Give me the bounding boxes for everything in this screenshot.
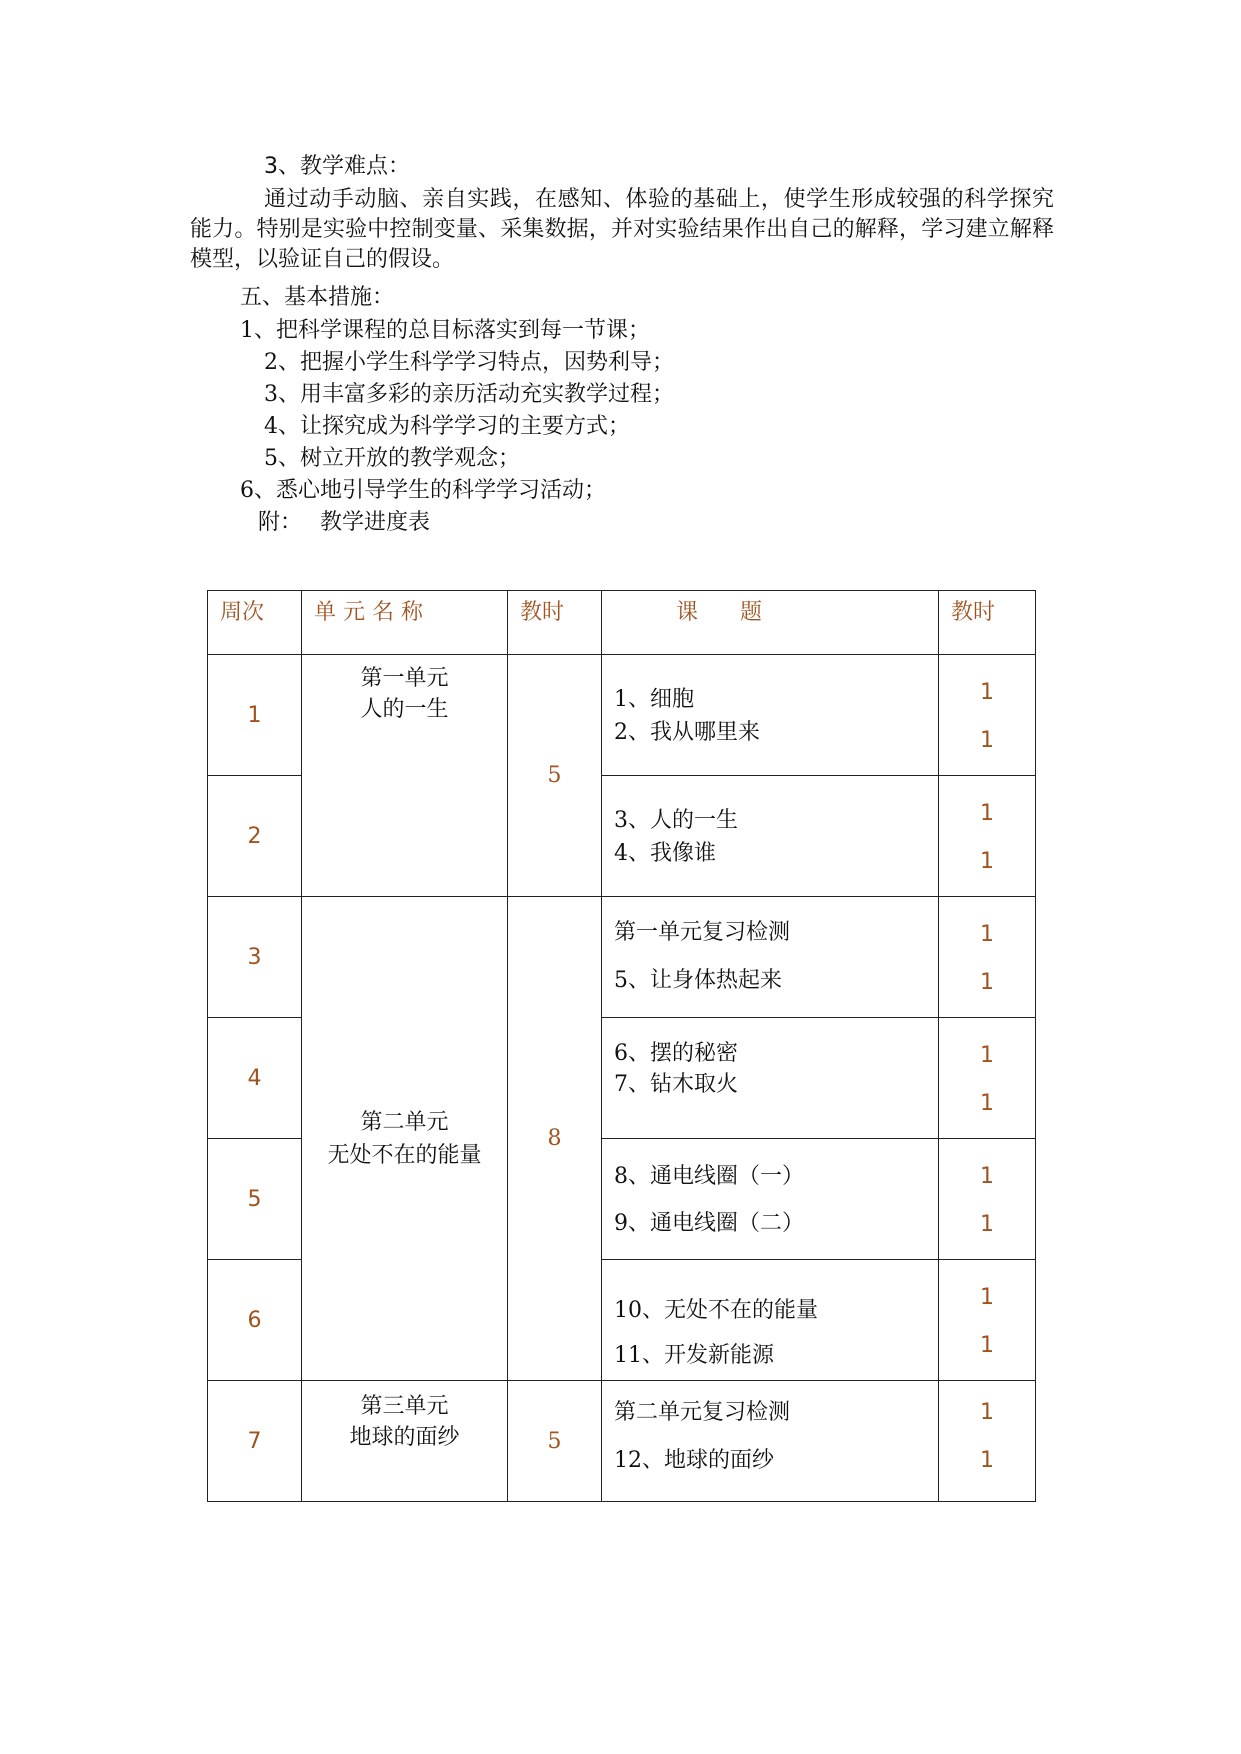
- lesson-cell: [602, 776, 939, 897]
- unit-hours: 8: [508, 897, 602, 1381]
- table-row: [208, 655, 1036, 776]
- lesson-cell: [602, 1260, 939, 1381]
- lesson-cell: [602, 655, 939, 776]
- unit-title: 地球的面纱: [349, 1425, 460, 1450]
- week-number: 7: [208, 1381, 302, 1502]
- lesson-hours: 1: [980, 801, 994, 826]
- schedule-table: [207, 590, 1036, 1502]
- measure-item: 6、悉心地引导学生的科学学习活动；: [240, 478, 606, 503]
- lesson-title: 9、通电线圈（二）: [614, 1211, 804, 1236]
- lesson-hours-cell: [939, 1381, 1036, 1502]
- lesson-hours: 1: [980, 1448, 994, 1473]
- lesson-cell: [602, 897, 939, 1018]
- lesson-title: 2、我从哪里来: [614, 720, 760, 745]
- lesson-hours: 1: [980, 970, 994, 995]
- lesson-title: 11、开发新能源: [614, 1343, 774, 1368]
- table-row: [208, 897, 1036, 1018]
- section5-heading: 五、基本措施：: [240, 285, 395, 310]
- appendix-label: 附：: [258, 510, 303, 535]
- section3-paragraph: [190, 185, 1054, 275]
- header-unit-name: 单 元 名 称: [302, 591, 508, 655]
- lesson-title: 第一单元复习检测: [614, 920, 791, 945]
- week-number: 3: [208, 897, 302, 1018]
- lesson-title: 1、细胞: [614, 687, 694, 712]
- unit-title: 人的一生: [360, 697, 449, 722]
- header-lesson: 课 题: [602, 591, 939, 655]
- unit-label: 第三单元: [360, 1394, 449, 1419]
- lesson-title: 5、让身体热起来: [614, 968, 782, 993]
- lesson-hours: 1: [980, 922, 994, 947]
- lesson-title: 7、钻木取火: [614, 1072, 738, 1097]
- lesson-hours-cell: [939, 1139, 1036, 1260]
- lesson-hours: 1: [980, 1043, 994, 1068]
- lesson-cell: [602, 1139, 939, 1260]
- measure-item: 3、用丰富多彩的亲历活动充实教学过程；: [264, 382, 674, 407]
- week-number: 1: [208, 655, 302, 776]
- lesson-hours-cell: [939, 776, 1036, 897]
- measure-item: 2、把握小学生科学学习特点，因势利导；: [264, 350, 674, 375]
- unit-name-cell: [302, 1381, 508, 1502]
- lesson-hours-cell: [939, 1018, 1036, 1139]
- lesson-hours: 1: [980, 680, 994, 705]
- week-number: 6: [208, 1260, 302, 1381]
- lesson-title: 10、无处不在的能量: [614, 1298, 818, 1323]
- unit-label: 第一单元: [360, 666, 449, 691]
- header-unit-hours: 教时: [508, 591, 602, 655]
- lesson-hours: 1: [980, 849, 994, 874]
- lesson-title: 3、人的一生: [614, 808, 738, 833]
- unit-hours: 5: [508, 1381, 602, 1502]
- lesson-title: 12、地球的面纱: [614, 1448, 774, 1473]
- week-number: 2: [208, 776, 302, 897]
- lesson-hours: 1: [980, 1333, 994, 1358]
- lesson-title: 8、通电线圈（一）: [614, 1164, 804, 1189]
- lesson-hours: 1: [980, 728, 994, 753]
- lesson-hours: 1: [980, 1091, 994, 1116]
- measure-item: 4、让探究成为科学学习的主要方式；: [264, 414, 630, 439]
- unit-name-cell: [302, 655, 508, 897]
- week-number: 4: [208, 1018, 302, 1139]
- lesson-hours-cell: [939, 1260, 1036, 1381]
- unit-name-cell: [302, 897, 508, 1381]
- header-lesson-hours: 教时: [939, 591, 1036, 655]
- lesson-title: 4、我像谁: [614, 841, 716, 866]
- table-header-row: [208, 591, 1036, 655]
- unit-hours: 5: [508, 655, 602, 897]
- unit-title: 无处不在的能量: [327, 1142, 482, 1168]
- section3-heading: 3、教学难点：: [264, 154, 410, 179]
- measure-item: 1、把科学课程的总目标落实到每一节课；: [240, 318, 650, 343]
- lesson-hours: 1: [980, 1285, 994, 1310]
- lesson-hours-cell: [939, 655, 1036, 776]
- unit-label: 第二单元: [360, 1109, 449, 1135]
- appendix-title: 教学进度表: [320, 510, 431, 535]
- week-number: 5: [208, 1139, 302, 1260]
- lesson-cell: [602, 1018, 939, 1139]
- lesson-hours-cell: [939, 897, 1036, 1018]
- lesson-hours: 1: [980, 1400, 994, 1425]
- lesson-hours: 1: [980, 1164, 994, 1189]
- lesson-title: 第二单元复习检测: [614, 1400, 791, 1425]
- lesson-hours: 1: [980, 1212, 994, 1237]
- lesson-cell: [602, 1381, 939, 1502]
- lesson-title: 6、摆的秘密: [614, 1041, 738, 1066]
- header-week: 周次: [208, 591, 302, 655]
- section3-paragraph-text: 通过动手动脑、亲自实践，在感知、体验的基础上，使学生形成较强的科学探究能力。特别是实验中控制变量、采集数据，并对实验结果作出自己的解释，学习建立解释模型，以验证自己的假设。: [190, 187, 1054, 272]
- table-row: [208, 1381, 1036, 1502]
- measure-item: 5、树立开放的教学观念；: [264, 446, 520, 471]
